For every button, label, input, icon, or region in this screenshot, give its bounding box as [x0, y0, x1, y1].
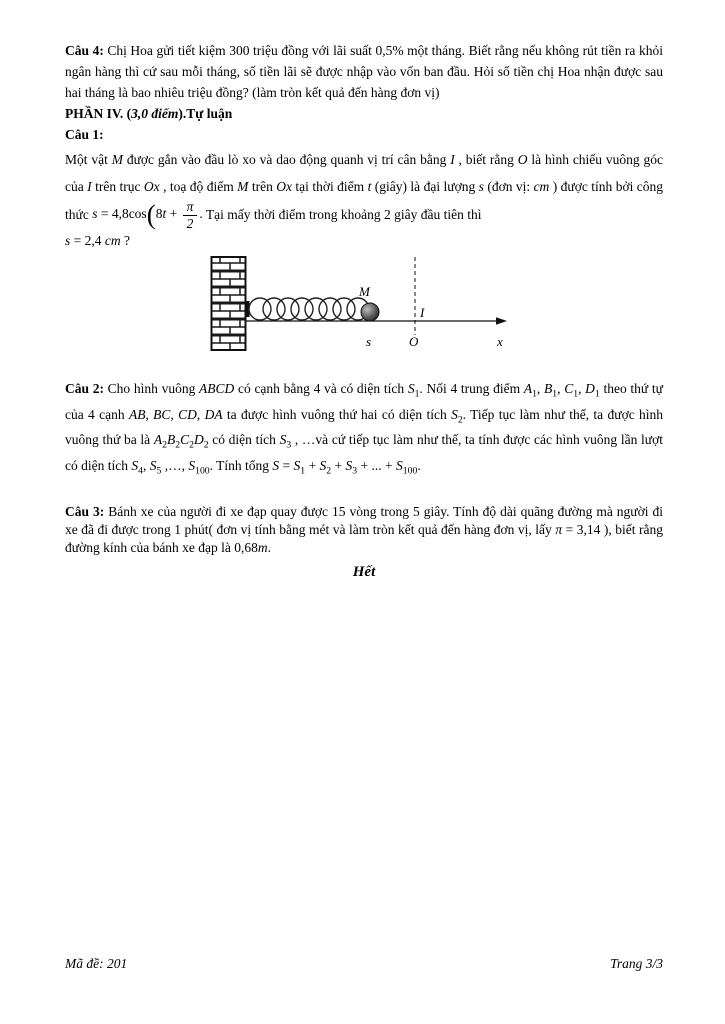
- pi-over-2-fraction: [183, 200, 198, 231]
- text-segment: có cạnh bằng 4 và có diện tích: [234, 381, 408, 397]
- text-segment: A: [523, 381, 533, 397]
- text-segment: ,: [145, 406, 154, 422]
- text-segment: t: [367, 178, 372, 194]
- spring-mass-figure: [210, 255, 510, 359]
- question-3-text: [65, 504, 663, 555]
- text-segment: s: [65, 232, 71, 248]
- text-segment: I: [450, 151, 455, 167]
- question-2-label: Câu 2:: [65, 381, 104, 397]
- fraction-numerator: π: [183, 200, 198, 216]
- text-segment: Bánh xe của người đi xe đạp quay được 15 vòng trong 5 giây. Tính độ dài quãng đường mà người đi xe đã đi được trong 1 phút( đơn vị tính bằng mét và làm tròn kết quả đến hàng đơn vị, lấy: [65, 503, 663, 537]
- text-segment: 2: [326, 465, 332, 477]
- section-4-header-points: 3,0 điểm: [131, 105, 179, 121]
- axis-arrowhead: [496, 317, 507, 325]
- formula-eq: = 4,8cos: [97, 206, 147, 222]
- question-1-label: Câu 1:: [65, 126, 104, 142]
- text-segment: có diện tích: [208, 432, 280, 448]
- text-segment: là hình chiếu vuông góc của: [65, 151, 664, 194]
- text-segment: 1: [414, 388, 420, 400]
- text-segment: (giây) là đại lượng: [371, 178, 479, 194]
- text-segment: ,…,: [161, 458, 189, 474]
- text-segment: S: [395, 458, 403, 474]
- text-segment: +: [305, 458, 320, 474]
- text-segment: trên: [248, 178, 277, 194]
- text-segment: theo thứ tự của 4 cạnh: [65, 381, 663, 422]
- text-segment: 1: [532, 388, 537, 400]
- page-number: Trang 3/3: [610, 956, 663, 971]
- text-segment: AB: [128, 406, 146, 422]
- section-4-header: [65, 104, 663, 125]
- mass-label: M: [359, 284, 370, 300]
- condition-text: [65, 233, 130, 248]
- spring-coil: [249, 298, 369, 320]
- brick-wall: [212, 257, 246, 350]
- text-segment: 100: [402, 465, 418, 477]
- formula-plus: +: [166, 206, 181, 222]
- s-label: s: [366, 334, 372, 350]
- text-segment: ) được tính bởi công thức: [65, 178, 664, 222]
- text-segment: 5: [156, 465, 162, 477]
- text-segment: , …và cứ tiếp tục làm như thế, ta tính được các hình vuông lần lượt có diện tích: [65, 432, 663, 474]
- text-segment: ,: [196, 406, 205, 422]
- origin-label: O: [409, 334, 419, 350]
- text-segment: cm: [533, 178, 550, 194]
- formula-tail: .: [199, 206, 206, 222]
- question-4-text: Chị Hoa gửi tiết kiệm 300 triệu đồng với lãi suất 0,5% một tháng. Biết rằng nếu không rút tiền ra khỏi ngân hàng thì cứ sau mỗi tháng, số tiền lãi sẽ được nhập vào vốn ban đầu. Hỏi số tiền chị Hoa nhận được sau hai tháng là bao nhiêu triệu đồng? (làm tròn kết quả đến hàng đơn vị): [65, 43, 663, 100]
- mass-ball: [361, 303, 379, 321]
- text-segment: π: [555, 521, 563, 537]
- text-segment: 2: [162, 440, 167, 452]
- text-segment: 2: [203, 440, 209, 452]
- question-1-label-line: [65, 125, 663, 146]
- text-segment: D: [585, 381, 595, 397]
- text-segment: S: [272, 458, 280, 474]
- text-segment: + ... +: [357, 458, 396, 474]
- question-1-condition: [65, 231, 663, 251]
- text-segment: = 3,14 ), biết rằng đường kính của bánh xe đạp là 0,68: [65, 521, 664, 555]
- text-segment: Một vật: [65, 151, 112, 167]
- text-segment: 1: [300, 465, 306, 477]
- text-segment: 100: [195, 465, 210, 477]
- text-segment: . Tiếp tục làm như thế, ta được hình vuông thứ ba là: [65, 406, 664, 448]
- text-segment: = 2,4: [70, 232, 105, 248]
- formula-lhs: s: [92, 206, 98, 222]
- question-2-text: [65, 381, 664, 477]
- text-segment: S: [451, 406, 458, 422]
- text-segment: ,: [557, 381, 565, 397]
- text-segment: I: [87, 178, 92, 194]
- text-segment: ?: [120, 232, 131, 248]
- formula-lparen: (: [146, 199, 156, 230]
- text-segment: cm: [104, 232, 121, 248]
- text-segment: ,: [142, 458, 150, 474]
- end-marker: Hết: [352, 563, 376, 580]
- text-segment: 2: [457, 414, 463, 426]
- text-segment: S: [345, 458, 353, 474]
- text-segment: A: [153, 432, 163, 448]
- exam-code: Mã đề: 201: [65, 956, 128, 971]
- formula-coef: 8: [155, 206, 163, 222]
- text-segment: ,: [578, 381, 586, 397]
- point-i-label: I: [420, 305, 425, 321]
- text-segment: .: [417, 458, 421, 474]
- text-segment: S: [293, 458, 301, 474]
- text-segment: Ox: [276, 178, 292, 194]
- question-3-label: Câu 3:: [65, 503, 105, 519]
- text-segment: tại thời điểm: [292, 178, 368, 194]
- x-axis-label: x: [497, 334, 503, 350]
- text-segment: M: [111, 151, 123, 167]
- text-segment: B: [166, 432, 176, 448]
- text-segment: được gắn vào đầu lò xo và dao động quanh vị trí cân bằng: [122, 151, 451, 167]
- oscillation-formula: [92, 198, 206, 231]
- text-segment: S: [279, 432, 287, 448]
- text-segment: Ox: [143, 178, 160, 194]
- text-segment: S: [149, 458, 157, 474]
- text-segment: ta được hình vuông thứ hai có diện tích: [222, 406, 452, 422]
- spring-mass-figure-wrap: [210, 255, 663, 366]
- text-segment: CD: [178, 406, 197, 422]
- text-segment: O: [517, 151, 528, 167]
- text-segment: (đơn vị:: [483, 178, 534, 194]
- text-segment: +: [331, 458, 346, 474]
- text-segment: S: [407, 381, 415, 397]
- text-segment: ,: [170, 406, 179, 422]
- text-segment: . Nối 4 trung điểm: [419, 381, 524, 397]
- text-segment: 1: [552, 388, 558, 400]
- section-4-header-part1: PHẦN IV. (: [65, 105, 132, 121]
- fraction-denominator: 2: [186, 215, 194, 231]
- text-segment: Tại mấy thời điểm trong khoảng 2 giây đầu tiên thì: [205, 206, 482, 222]
- text-segment: DA: [204, 406, 223, 422]
- section-4-header-part3: ).Tự luận: [178, 105, 233, 121]
- text-segment: B: [544, 381, 553, 397]
- exam-page: [65, 41, 663, 584]
- text-segment: =: [279, 458, 294, 474]
- text-segment: , biết rằng: [454, 151, 518, 167]
- question-1-trail: [206, 206, 482, 221]
- question-3: [65, 503, 663, 557]
- question-2: [65, 376, 663, 479]
- text-segment: 2: [189, 440, 194, 452]
- question-4: [65, 41, 663, 104]
- page-footer: [65, 956, 663, 972]
- text-segment: 2: [175, 440, 181, 452]
- text-segment: .: [267, 539, 272, 555]
- text-segment: 4: [138, 465, 143, 477]
- text-segment: S: [131, 458, 139, 474]
- text-segment: 3: [352, 465, 358, 477]
- text-segment: s: [478, 178, 484, 194]
- text-segment: . Tính tổng: [209, 458, 273, 474]
- formula-var: t: [162, 206, 167, 222]
- text-segment: M: [237, 178, 249, 194]
- text-segment: 1: [573, 388, 579, 400]
- question-1-text: [65, 146, 663, 231]
- text-segment: 1: [594, 388, 600, 400]
- text-segment: ABCD: [199, 381, 235, 397]
- text-segment: C: [564, 381, 574, 397]
- text-segment: S: [319, 458, 327, 474]
- text-segment: 3: [286, 440, 292, 452]
- text-segment: D: [193, 432, 204, 448]
- text-segment: ,: [536, 381, 544, 397]
- text-segment: trên trục: [91, 178, 144, 194]
- question-4-label: Câu 4:: [65, 43, 104, 58]
- text-segment: Cho hình vuông: [103, 381, 200, 397]
- text-segment: BC: [153, 406, 171, 422]
- text-segment: m: [257, 539, 268, 555]
- text-segment: S: [188, 458, 196, 474]
- text-segment: C: [180, 432, 190, 448]
- text-segment: , toạ độ điểm: [159, 178, 238, 194]
